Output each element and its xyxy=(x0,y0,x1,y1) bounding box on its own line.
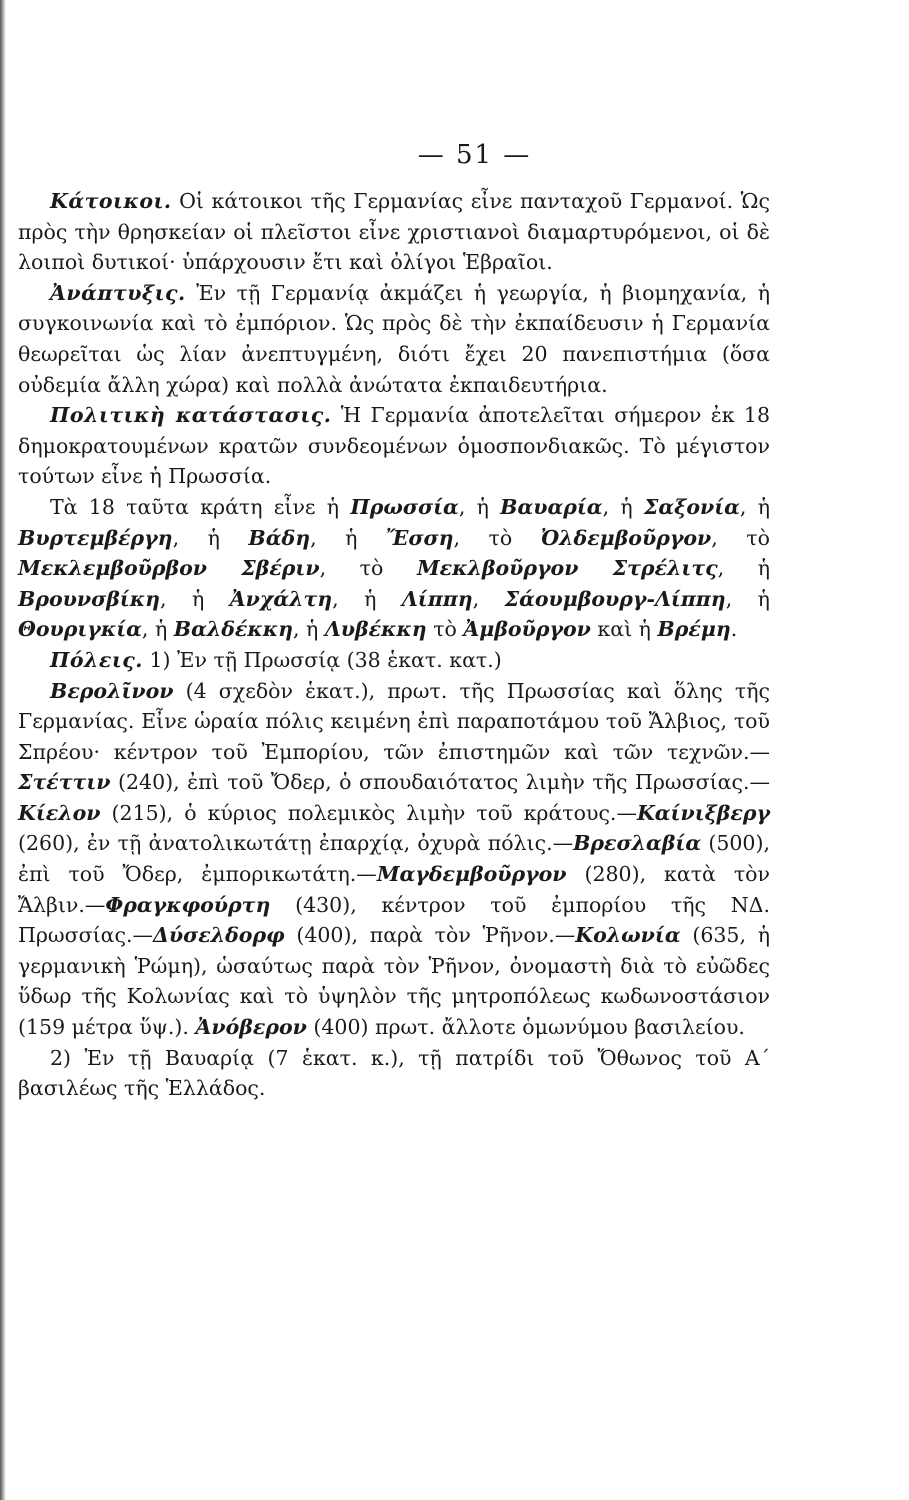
state-name: Σάουμβουργ-Λίππη xyxy=(504,586,726,611)
states-text: , ἡ xyxy=(293,617,325,642)
city-text: (400) πρωτ. ἄλλοτε ὁμωνύμου βασιλείου. xyxy=(306,1015,745,1040)
city-text: (635, ἡ γερμανικὴ Ῥώμη), ὡσαύτως παρὰ τὸν Ῥῆνον, ὀνομαστὴ διὰ τὸ εὐῶδες ὕδωρ τῆς Κολωνίας καὶ τὸ ὑψηλὸν τῆς μητροπόλεως κωδωνοστάσιον (159 μέτρα ὕψ.). xyxy=(18,923,770,1040)
city-text: (240), ἐπὶ τοῦ Ὄδερ, ὁ σπουδαιότατος λιμὴν τῆς Πρωσσίας.— xyxy=(110,770,770,795)
state-name: Μεκλεμβοῦρβον Σβέριν xyxy=(18,556,320,581)
state-name: Βρέμη xyxy=(657,617,731,642)
city-name: Βερολῖνον xyxy=(50,678,174,703)
bavaria-text: 2) Ἐν τῇ Βαυαρίᾳ (7 ἑκατ. κ.), τῇ πατρίδι τοῦ Ὄθωνος τοῦ Α΄ βασιλέως τῆς Ἑλλάδος. xyxy=(18,1045,770,1101)
states-text: , xyxy=(472,586,505,611)
states-text: , ἡ xyxy=(141,617,174,642)
state-name: Θουριγκία xyxy=(18,617,142,642)
states-text: . xyxy=(730,617,738,642)
states-text: , ἡ xyxy=(172,525,249,550)
city-name: Κολωνία xyxy=(575,923,681,948)
state-name: Λίππη xyxy=(401,586,473,611)
political-text: Ἡ Γερμανία ἀποτελεῖται σήμερον ἐκ 18 δημοκρατουμένων κρατῶν συνδεομένων ὁμοσπονδιακῶς. Τὸ μέγιστον τούτων εἶνε ἡ Πρωσσία. xyxy=(18,403,770,489)
state-name: Ὀλδεμβοῦργον xyxy=(540,525,712,550)
states-text: , ἡ xyxy=(160,586,230,611)
states-text: , τὸ xyxy=(319,556,417,581)
city-text: (500), ἐπὶ τοῦ Ὄδερ, ἐμπορικωτάτη.— xyxy=(18,831,770,887)
body-text xyxy=(18,186,770,1104)
city-name: Φραγκφούρτη xyxy=(105,892,271,917)
page-number: — 51 — xyxy=(417,140,532,170)
city-text: (280), κατὰ τὸν Ἄλβιν.— xyxy=(18,862,770,917)
city-name: Καίνιξβεργ xyxy=(636,800,770,825)
states-text: , ἡ xyxy=(717,556,770,581)
city-text: (400), παρὰ τὸν Ῥῆνον.— xyxy=(284,923,576,948)
paragraph-inhabitants xyxy=(18,186,770,278)
paragraph-cities xyxy=(18,645,770,676)
states-text: , ἡ xyxy=(310,525,386,550)
state-name: Μεκλβοῦργον Στρέλιτς xyxy=(416,556,718,581)
section-heading-inhabitants: Κάτοικοι. xyxy=(50,189,172,213)
section-heading-cities: Πόλεις. xyxy=(50,647,143,672)
state-name: Βυρτεμβέργη xyxy=(18,525,173,550)
city-name: Δύσελδορφ xyxy=(153,923,285,948)
city-name: Ἀνόβερον xyxy=(195,1015,307,1040)
city-name: Στέττιν xyxy=(18,770,111,795)
state-name: Ἀνχάλτη xyxy=(229,586,333,611)
city-text: (430), κέντρον τοῦ ἐμπορίου τῆς ΝΔ. Πρωσσίας.— xyxy=(18,892,770,948)
state-name: Πρωσσία xyxy=(350,494,459,519)
city-text: (4 σχεδὸν ἑκατ.), πρωτ. τῆς Πρωσσίας καὶ ὅλης τῆς Γερμανίας. Εἶνε ὡραία πόλις κειμένη ἐπὶ παραποτάμου τοῦ Ἄλβιος, τοῦ Σπρέου· κέντρον τοῦ Ἐμπορίου, τῶν ἐπιστημῶν καὶ τῶν τεχνῶν.— xyxy=(18,678,770,764)
paragraph-development xyxy=(18,278,770,400)
city-name: Κίελον xyxy=(18,800,101,825)
city-text: (215), ὁ κύριος πολεμικὸς λιμὴν τοῦ κράτους.— xyxy=(100,800,637,825)
states-text: Τὰ 18 ταῦτα κράτη εἶνε ἡ xyxy=(50,494,351,519)
state-name: Ἔσση xyxy=(385,525,454,550)
states-text: , ἡ xyxy=(332,586,402,611)
development-text: Ἐν τῇ Γερμανίᾳ ἀκμάζει ἡ γεωργία, ἡ βιομηχανία, ἡ συγκοινωνία καὶ τὸ ἐμπόριον. Ὡς πρὸς δὲ τὴν ἐκπαίδευσιν ἡ Γερμανία θεωρεῖται ὡς λίαν ἀνεπτυγμένη, διότι ἔχει 20 πανεπιστήμια (ὅσα οὐδεμία ἄλλη χώρα) καὶ πολλὰ ἀνώτατα ἐκπαιδευτήρια. xyxy=(18,280,770,397)
city-text: (260), ἐν τῇ ἀνατολικωτάτῃ ἐπαρχίᾳ, ὀχυρὰ πόλις.— xyxy=(18,831,574,856)
states-text: , τὸ xyxy=(711,525,770,550)
states-text: , ἡ xyxy=(602,494,644,519)
state-name: Βαυαρία xyxy=(500,494,603,519)
states-text: τὸ xyxy=(426,617,464,642)
states-text: , ἡ xyxy=(458,494,501,519)
section-heading-political: Πολιτικὴ κατάστασις. xyxy=(50,403,332,428)
state-name: Βάδη xyxy=(248,525,311,550)
city-name: Βρεσλαβία xyxy=(573,831,702,856)
state-name: Βαλδέκκη xyxy=(173,617,293,642)
inhabitants-text: Οἱ κάτοικοι τῆς Γερμανίας εἶνε πανταχοῦ Γερμανοί. Ὡς πρὸς τὴν θρησκείαν οἱ πλεῖστοι εἶνε χριστιανοὶ διαμαρτυρόμενοι, οἱ δὲ λοιποὶ δυτικοί· ὑπάρχουσιν ἔτι καὶ ὀλίγοι Ἑβραῖοι. xyxy=(18,189,770,275)
paragraph-bavaria xyxy=(18,1043,770,1104)
states-text: , τὸ xyxy=(453,525,541,550)
state-name: Λυβέκκη xyxy=(324,617,427,642)
page-edge-shadow xyxy=(0,0,6,1500)
cities-text: 1) Ἐν τῇ Πρωσσίᾳ (38 ἑκατ. κατ.) xyxy=(142,647,502,672)
paragraph-political xyxy=(18,400,770,492)
paragraph-states xyxy=(18,492,770,645)
states-text: καὶ ἡ xyxy=(590,617,658,642)
state-name: Ἀμβοῦργον xyxy=(463,617,591,642)
section-heading-development: Ἀνάπτυξις. xyxy=(50,280,186,305)
city-name: Μαγδεμβοῦργον xyxy=(376,862,567,887)
state-name: Σαξονία xyxy=(643,494,740,519)
states-text: , ἡ xyxy=(739,494,770,519)
states-text: , ἡ xyxy=(725,586,770,611)
paragraph-prussian-cities xyxy=(18,676,770,1043)
state-name: Βρουνσβίκη xyxy=(18,586,160,611)
